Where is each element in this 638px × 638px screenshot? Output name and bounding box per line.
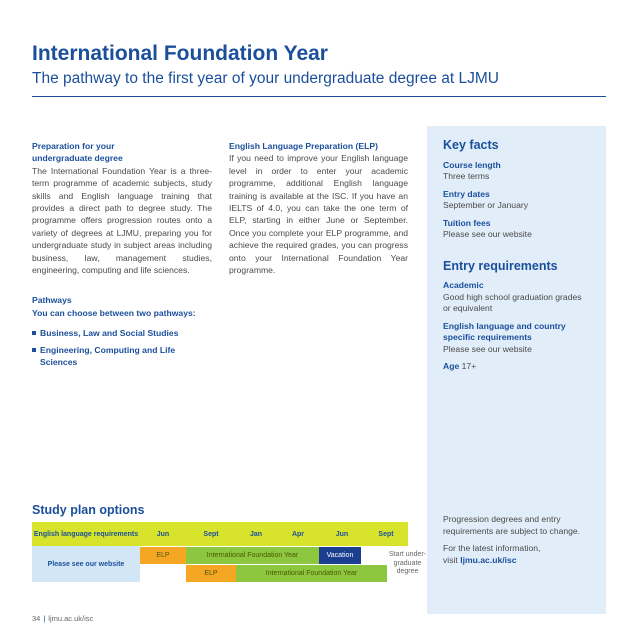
pathway-item: Engineering, Computing and Life Sciences — [32, 344, 212, 369]
latest-info — [443, 543, 603, 566]
fact-item — [443, 160, 590, 183]
preparation-heading — [32, 140, 212, 165]
preparation-heading-line2: undergraduate degree — [32, 153, 123, 164]
fact-value: Please see our website — [443, 229, 532, 239]
elp-heading: English Language Preparation (ELP) — [229, 141, 378, 151]
month-header: Sept — [378, 530, 394, 538]
footer — [32, 614, 93, 623]
age-value: 17+ — [461, 361, 477, 371]
start-degree-cell: Start under-graduate degree — [389, 551, 426, 576]
vacation-bar: Vacation — [319, 547, 361, 564]
study-plan-heading: Study plan options — [32, 503, 145, 517]
month-header: Sept — [203, 530, 219, 538]
fact-item — [443, 189, 590, 212]
pathway-item: Business, Law and Social Studies — [32, 327, 212, 339]
key-facts-heading: Key facts — [443, 138, 499, 152]
page-title: International Foundation Year — [32, 42, 328, 65]
preparation-body: The International Foundation Year is a three-term programme of academic subjects, study skills and English language training that provides a direct path to degree study. The programme offers progression routes onto a variety of degrees at LJMU, preparing you for undergraduate study in subject areas including business, law, management studies, engineering, computing and life sciences. — [32, 165, 212, 276]
requirement-label: English language and country specific requirements — [443, 320, 566, 342]
pathways-intro: You can choose between two pathways: — [32, 307, 196, 318]
age-label: Age — [443, 361, 460, 371]
page-subtitle: The pathway to the first year of your undergraduate degree at LJMU — [32, 70, 499, 87]
requirement-label: Academic — [443, 280, 484, 290]
study-plan-table — [32, 522, 426, 582]
elp-body: If you need to improve your English language level in order to enter your academic programme, additional English language training is available at the ISC. If you have an IELTS of 4.0, you can take the one term of ELP, starting in either June or September. Once you complete your ELP programme, and achieve the required grades, you can progress onto your International Foundation Year programme. — [229, 153, 408, 276]
req-column-header: English language requirements — [33, 530, 139, 538]
middle-column — [229, 140, 408, 276]
month-header: Jan — [249, 530, 263, 538]
requirement-item — [443, 280, 590, 315]
requirement-value: Good high school graduation grades or equivalent — [443, 291, 582, 313]
fact-label: Tuition fees — [443, 217, 491, 228]
visit-label: visit — [443, 554, 458, 565]
elp-bar-row2: ELP — [186, 565, 236, 582]
fact-label: Course length — [443, 159, 501, 170]
progression-note: Progression degrees and entry requirements are subject to change. — [443, 514, 581, 536]
ify-bar-row1: International Foundation Year — [186, 547, 319, 564]
elp-bar-row1: ELP — [140, 547, 186, 564]
study-plan-body — [32, 546, 426, 582]
pathways-heading: Pathways — [32, 295, 72, 306]
age-requirement — [443, 361, 590, 373]
page-number: 34 — [32, 614, 41, 623]
header-divider — [32, 96, 606, 97]
footer-site: ljmu.ac.uk/isc — [48, 614, 94, 623]
month-header: Jun — [335, 530, 349, 538]
fact-item — [443, 218, 590, 241]
requirement-item — [443, 321, 590, 356]
progression-info — [443, 514, 603, 572]
footer-separator: | — [43, 614, 46, 623]
fact-label: Entry dates — [443, 188, 490, 199]
study-plan-header-row — [32, 522, 408, 546]
key-facts-panel — [427, 126, 606, 614]
website-link[interactable]: ljmu.ac.uk/isc — [460, 554, 517, 565]
month-header: Jun — [156, 530, 170, 538]
fact-value: September or January — [443, 200, 529, 210]
requirement-value: Please see our website — [443, 343, 532, 354]
month-header: Apr — [291, 530, 305, 538]
latest-info-line: For the latest information, — [443, 543, 541, 553]
fact-value: Three terms — [443, 171, 490, 181]
preparation-heading-line1: Preparation for your — [32, 141, 115, 151]
left-column — [32, 140, 212, 373]
req-value-cell: Please see our website — [32, 546, 140, 582]
ify-bar-row2: International Foundation Year — [236, 565, 387, 582]
entry-requirements-heading: Entry requirements — [443, 258, 558, 273]
